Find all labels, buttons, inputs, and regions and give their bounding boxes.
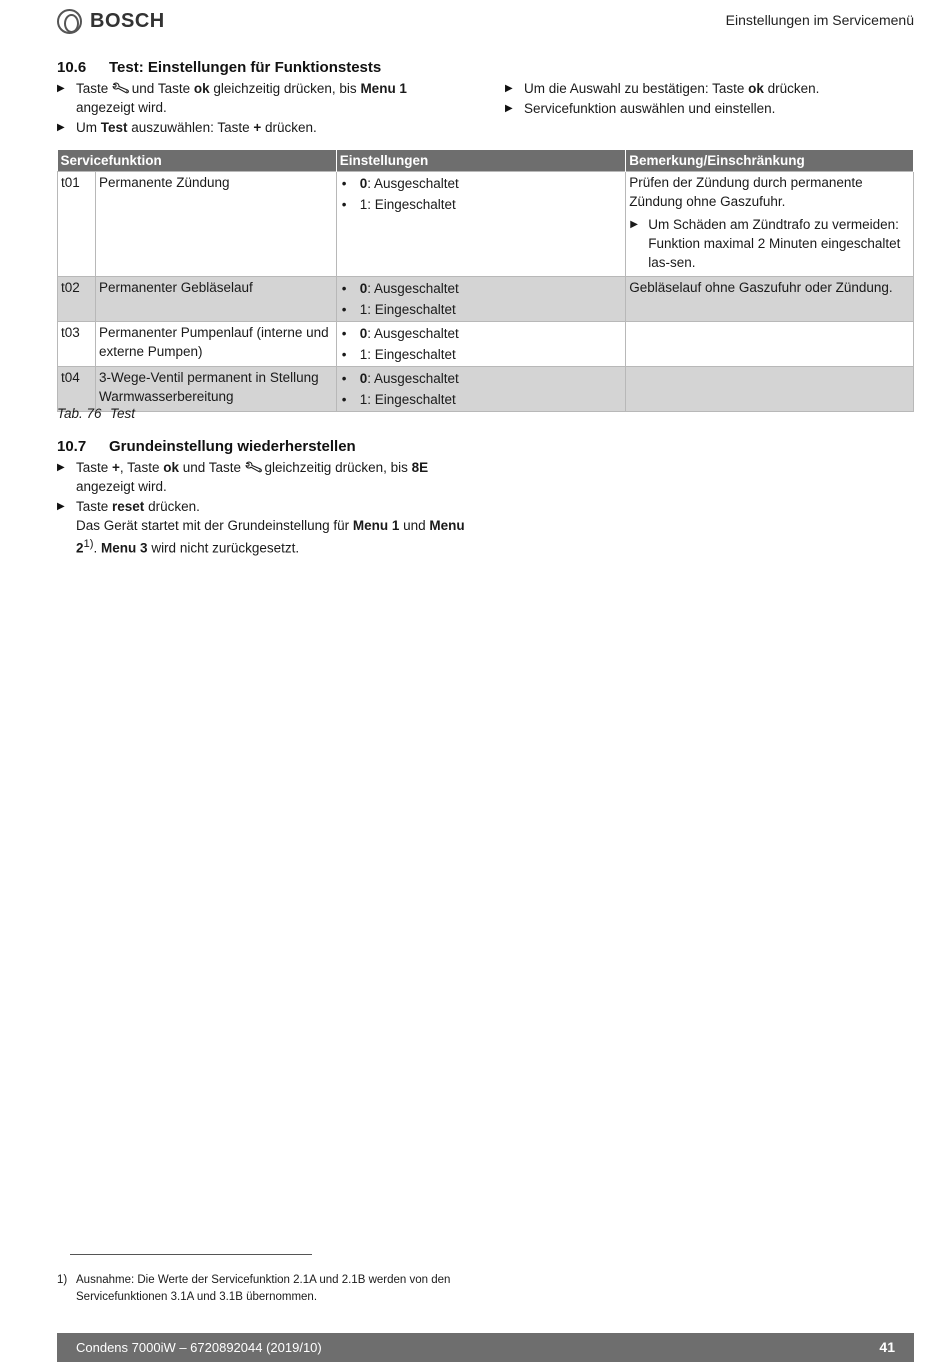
heading-10-6 bbox=[57, 58, 381, 77]
heading-text: Test: Einstellungen für Funktionstests bbox=[109, 59, 382, 76]
settings-cell: • 0: Ausgeschaltet • 1: Eingeschaltet bbox=[336, 277, 626, 322]
wrench-icon: 🔧︎ bbox=[109, 78, 132, 99]
footnote-divider bbox=[70, 1254, 312, 1255]
settings-cell: • 0: Ausgeschaltet • 1: Eingeschaltet bbox=[336, 367, 626, 412]
remark-note: ▶ Um Schäden am Zündtrafo zu vermeiden: Funktion maximal 2 Minuten eingeschaltet las-sen. bbox=[629, 215, 910, 272]
column-header: Servicefunktion bbox=[58, 150, 337, 172]
instruction-step: ▶ Taste +, Taste ok und Taste 🔧︎ gleichzeitig drücken, bis 8E angezeigt wird. bbox=[57, 458, 467, 496]
section-title: Einstellungen im Servicemenü bbox=[725, 12, 914, 28]
table-row bbox=[58, 322, 914, 367]
table-row bbox=[58, 277, 914, 322]
footnote-ref[interactable]: 1) bbox=[83, 538, 94, 550]
remark-cell: Gebläselauf ohne Gaszufuhr oder Zündung. bbox=[626, 277, 914, 322]
settings-cell: • 0: Ausgeschaltet • 1: Eingeschaltet bbox=[336, 322, 626, 367]
remark-cell bbox=[626, 367, 914, 412]
instruction-step: ▶ Um die Auswahl zu bestätigen: Taste ok drücken. bbox=[505, 79, 914, 98]
service-function-table bbox=[57, 150, 914, 412]
function-name: Permanenter Pumpenlauf (interne und externe Pumpen) bbox=[95, 322, 336, 367]
footnote: 1) Ausnahme: Die Werte der Servicefunktion 2.1A und 2.1B werden von den Servicefunktionen 3.1A und 3.1B übernommen. bbox=[57, 1274, 451, 1303]
page-number: 41 bbox=[879, 1339, 895, 1355]
column-header: Einstellungen bbox=[336, 150, 626, 172]
heading-text: Grundeinstellung wiederherstellen bbox=[109, 438, 356, 455]
remark-cell bbox=[626, 322, 914, 367]
instruction-step: ▶ Taste 🔧︎ und Taste ok gleichzeitig drücken, bis Menu 1 angezeigt wird. bbox=[57, 79, 467, 117]
page-footer bbox=[57, 1333, 914, 1362]
brand-name: BOSCH bbox=[90, 10, 165, 32]
heading-number: 10.6 bbox=[57, 59, 87, 76]
function-code: t01 bbox=[58, 172, 96, 277]
section-10-7 bbox=[57, 458, 467, 559]
function-code: t02 bbox=[58, 277, 96, 322]
function-name: Permanente Zündung bbox=[95, 172, 336, 277]
table-row bbox=[58, 367, 914, 412]
table-caption: Tab. 76 Test bbox=[57, 406, 136, 421]
function-name: 3-Wege-Ventil permanent in Stellung Warmwasserbereitung bbox=[95, 367, 336, 412]
brand-logo bbox=[57, 9, 165, 34]
table-header-row bbox=[58, 150, 914, 172]
instruction-step: ▶ Taste reset drücken. Das Gerät startet mit der Grundeinstellung für Menu 1 und Menu 2$^{1)}$. Menu 3 wird nicht zurückgesetzt. bbox=[57, 497, 467, 558]
remark-cell: Prüfen der Zündung durch permanente Zündung ohne Gaszufuhr. ▶ Um Schäden am Zündtrafo zu vermeiden: Funktion maximal 2 Minuten eingeschaltet las-sen. bbox=[626, 172, 914, 277]
heading-10-7 bbox=[57, 437, 356, 456]
function-name: Permanenter Gebläselauf bbox=[95, 277, 336, 322]
wrench-icon: 🔧︎ bbox=[242, 457, 264, 478]
section-10-6-right bbox=[505, 79, 914, 119]
function-code: t04 bbox=[58, 367, 96, 412]
function-code: t03 bbox=[58, 322, 96, 367]
column-header: Bemerkung/Einschränkung bbox=[626, 150, 914, 172]
heading-number: 10.7 bbox=[57, 438, 87, 455]
product-reference: Condens 7000iW – 6720892044 (2019/10) bbox=[76, 1340, 322, 1355]
section-10-6-left bbox=[57, 79, 467, 138]
instruction-step: ▶ Um Test auszuwählen: Taste + drücken. bbox=[57, 118, 467, 137]
settings-cell: • 0: Ausgeschaltet • 1: Eingeschaltet bbox=[336, 172, 626, 277]
table-row bbox=[58, 172, 914, 277]
instruction-step: ▶ Servicefunktion auswählen und einstellen. bbox=[505, 99, 914, 118]
bosch-armature-icon bbox=[57, 9, 82, 34]
